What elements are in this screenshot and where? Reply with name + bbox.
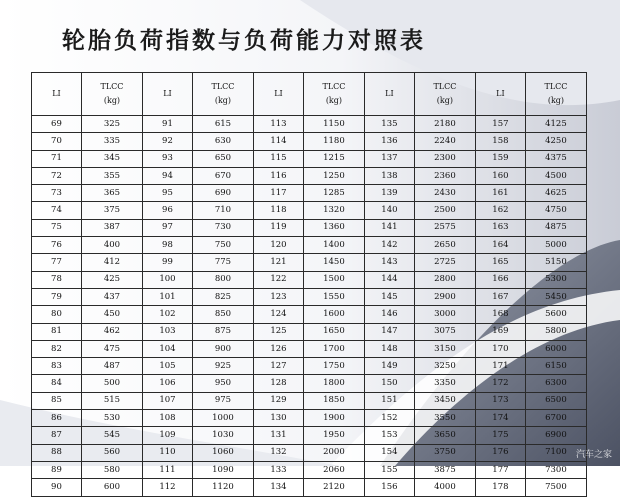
load-capacity-cell: 1950: [303, 427, 364, 444]
load-index-cell: 106: [142, 375, 192, 392]
load-index-cell: 72: [32, 167, 82, 184]
load-capacity-cell: 950: [192, 375, 253, 392]
load-index-cell: 120: [253, 237, 303, 254]
load-capacity-cell: 630: [192, 133, 253, 150]
load-capacity-cell: 1250: [303, 167, 364, 184]
load-index-cell: 107: [142, 392, 192, 409]
load-index-cell: 77: [32, 254, 82, 271]
load-capacity-cell: 690: [192, 185, 253, 202]
header-tlcc: TLCC (kg): [81, 73, 142, 116]
load-index-cell: 101: [142, 288, 192, 305]
load-index-cell: 137: [364, 150, 414, 167]
load-capacity-cell: 925: [192, 358, 253, 375]
load-capacity-cell: 462: [81, 323, 142, 340]
load-index-cell: 87: [32, 427, 82, 444]
load-index-cell: 157: [475, 116, 525, 133]
load-index-cell: 162: [475, 202, 525, 219]
load-capacity-cell: 1700: [303, 340, 364, 357]
load-capacity-cell: 3350: [414, 375, 475, 392]
load-index-cell: 140: [364, 202, 414, 219]
load-capacity-cell: 3075: [414, 323, 475, 340]
load-capacity-cell: 3875: [414, 461, 475, 478]
table-row: [32, 340, 587, 357]
load-index-cell: 167: [475, 288, 525, 305]
load-index-cell: 159: [475, 150, 525, 167]
load-capacity-cell: 560: [81, 444, 142, 461]
load-index-cell: 160: [475, 167, 525, 184]
table-row: [32, 306, 587, 323]
load-index-cell: 100: [142, 271, 192, 288]
load-capacity-cell: 1850: [303, 392, 364, 409]
table-row: [32, 116, 587, 133]
load-index-cell: 110: [142, 444, 192, 461]
header-li: LI: [32, 73, 82, 116]
load-capacity-cell: 425: [81, 271, 142, 288]
header-tlcc: TLCC (kg): [525, 73, 586, 116]
load-capacity-cell: 4875: [525, 219, 586, 236]
load-index-cell: 147: [364, 323, 414, 340]
load-capacity-cell: 825: [192, 288, 253, 305]
load-capacity-cell: 2300: [414, 150, 475, 167]
load-index-cell: 73: [32, 185, 82, 202]
load-capacity-cell: 450: [81, 306, 142, 323]
table-row: [32, 271, 587, 288]
load-index-cell: 152: [364, 410, 414, 427]
load-index-cell: 69: [32, 116, 82, 133]
load-index-cell: 125: [253, 323, 303, 340]
load-index-cell: 150: [364, 375, 414, 392]
load-index-cell: 102: [142, 306, 192, 323]
load-index-cell: 114: [253, 133, 303, 150]
load-index-table: [31, 72, 587, 497]
load-capacity-cell: 355: [81, 167, 142, 184]
header-tlcc: TLCC (kg): [303, 73, 364, 116]
load-capacity-cell: 1030: [192, 427, 253, 444]
load-capacity-cell: 515: [81, 392, 142, 409]
page-title: 轮胎负荷指数与负荷能力对照表: [62, 28, 426, 54]
load-index-cell: 124: [253, 306, 303, 323]
load-index-cell: 109: [142, 427, 192, 444]
load-index-cell: 143: [364, 254, 414, 271]
load-capacity-cell: 412: [81, 254, 142, 271]
load-index-cell: 78: [32, 271, 82, 288]
load-capacity-cell: 5300: [525, 271, 586, 288]
load-index-cell: 128: [253, 375, 303, 392]
load-capacity-cell: 1360: [303, 219, 364, 236]
table-row: [32, 237, 587, 254]
load-index-cell: 117: [253, 185, 303, 202]
load-index-cell: 103: [142, 323, 192, 340]
load-capacity-cell: 1285: [303, 185, 364, 202]
load-index-cell: 113: [253, 116, 303, 133]
load-index-cell: 83: [32, 358, 82, 375]
load-capacity-cell: 2575: [414, 219, 475, 236]
load-index-cell: 118: [253, 202, 303, 219]
load-index-cell: 80: [32, 306, 82, 323]
load-index-cell: 151: [364, 392, 414, 409]
load-capacity-cell: 875: [192, 323, 253, 340]
load-capacity-cell: 975: [192, 392, 253, 409]
load-capacity-cell: 775: [192, 254, 253, 271]
load-index-cell: 84: [32, 375, 82, 392]
load-index-cell: 129: [253, 392, 303, 409]
load-capacity-cell: 6150: [525, 358, 586, 375]
load-capacity-cell: 4000: [414, 479, 475, 496]
header-li: LI: [364, 73, 414, 116]
load-capacity-cell: 2180: [414, 116, 475, 133]
load-index-cell: 142: [364, 237, 414, 254]
load-index-cell: 149: [364, 358, 414, 375]
load-index-cell: 175: [475, 427, 525, 444]
table-row: [32, 427, 587, 444]
load-capacity-cell: 900: [192, 340, 253, 357]
load-capacity-cell: 1180: [303, 133, 364, 150]
load-index-cell: 122: [253, 271, 303, 288]
load-capacity-cell: 2240: [414, 133, 475, 150]
load-index-cell: 139: [364, 185, 414, 202]
load-index-cell: 89: [32, 461, 82, 478]
load-index-cell: 172: [475, 375, 525, 392]
load-capacity-cell: 1120: [192, 479, 253, 496]
load-index-cell: 86: [32, 410, 82, 427]
load-index-cell: 178: [475, 479, 525, 496]
load-index-cell: 121: [253, 254, 303, 271]
load-capacity-cell: 670: [192, 167, 253, 184]
load-capacity-cell: 1800: [303, 375, 364, 392]
load-index-cell: 93: [142, 150, 192, 167]
load-capacity-cell: 6300: [525, 375, 586, 392]
load-capacity-cell: 437: [81, 288, 142, 305]
load-index-cell: 81: [32, 323, 82, 340]
load-capacity-cell: 3000: [414, 306, 475, 323]
load-capacity-cell: 475: [81, 340, 142, 357]
load-capacity-cell: 4125: [525, 116, 586, 133]
load-capacity-cell: 3750: [414, 444, 475, 461]
load-capacity-cell: 2900: [414, 288, 475, 305]
table-header-row: [32, 73, 587, 116]
load-capacity-cell: 730: [192, 219, 253, 236]
load-index-cell: 148: [364, 340, 414, 357]
load-index-cell: 138: [364, 167, 414, 184]
load-index-cell: 71: [32, 150, 82, 167]
load-capacity-cell: 387: [81, 219, 142, 236]
load-index-cell: 171: [475, 358, 525, 375]
load-capacity-cell: 710: [192, 202, 253, 219]
load-index-cell: 146: [364, 306, 414, 323]
load-index-cell: 115: [253, 150, 303, 167]
load-index-cell: 133: [253, 461, 303, 478]
load-capacity-cell: 365: [81, 185, 142, 202]
table-row: [32, 202, 587, 219]
load-index-cell: 96: [142, 202, 192, 219]
load-capacity-cell: 2430: [414, 185, 475, 202]
load-index-cell: 111: [142, 461, 192, 478]
load-index-cell: 98: [142, 237, 192, 254]
header-li: LI: [142, 73, 192, 116]
load-index-cell: 174: [475, 410, 525, 427]
load-capacity-cell: 325: [81, 116, 142, 133]
load-capacity-cell: 2725: [414, 254, 475, 271]
table-row: [32, 410, 587, 427]
load-index-cell: 79: [32, 288, 82, 305]
load-capacity-cell: 487: [81, 358, 142, 375]
table-row: [32, 358, 587, 375]
watermark: 汽车之家: [575, 450, 612, 460]
header-li: LI: [253, 73, 303, 116]
load-index-cell: 104: [142, 340, 192, 357]
load-capacity-cell: 1550: [303, 288, 364, 305]
load-index-cell: 131: [253, 427, 303, 444]
load-index-cell: 126: [253, 340, 303, 357]
load-capacity-cell: 1215: [303, 150, 364, 167]
load-index-cell: 136: [364, 133, 414, 150]
load-capacity-cell: 600: [81, 479, 142, 496]
load-index-cell: 74: [32, 202, 82, 219]
load-capacity-cell: 500: [81, 375, 142, 392]
load-index-cell: 91: [142, 116, 192, 133]
table-row: [32, 392, 587, 409]
load-capacity-cell: 5450: [525, 288, 586, 305]
load-capacity-cell: 530: [81, 410, 142, 427]
load-index-cell: 82: [32, 340, 82, 357]
load-index-cell: 155: [364, 461, 414, 478]
load-index-cell: 144: [364, 271, 414, 288]
table-row: [32, 167, 587, 184]
load-capacity-cell: 3450: [414, 392, 475, 409]
load-index-cell: 90: [32, 479, 82, 496]
load-capacity-cell: 400: [81, 237, 142, 254]
load-capacity-cell: 6900: [525, 427, 586, 444]
load-capacity-cell: 335: [81, 133, 142, 150]
table-row: [32, 479, 587, 496]
load-index-cell: 112: [142, 479, 192, 496]
load-index-cell: 153: [364, 427, 414, 444]
load-capacity-cell: 6000: [525, 340, 586, 357]
load-capacity-cell: 2650: [414, 237, 475, 254]
load-index-cell: 95: [142, 185, 192, 202]
load-index-cell: 76: [32, 237, 82, 254]
load-capacity-cell: 5800: [525, 323, 586, 340]
load-capacity-cell: 2800: [414, 271, 475, 288]
table-row: [32, 323, 587, 340]
load-capacity-cell: 4250: [525, 133, 586, 150]
load-capacity-cell: 4625: [525, 185, 586, 202]
load-index-cell: 141: [364, 219, 414, 236]
load-capacity-cell: 1450: [303, 254, 364, 271]
load-capacity-cell: 2500: [414, 202, 475, 219]
header-tlcc: TLCC (kg): [192, 73, 253, 116]
load-capacity-cell: 1650: [303, 323, 364, 340]
load-capacity-cell: 1150: [303, 116, 364, 133]
load-index-cell: 88: [32, 444, 82, 461]
load-index-cell: 176: [475, 444, 525, 461]
table-row: [32, 133, 587, 150]
load-capacity-cell: 1320: [303, 202, 364, 219]
load-capacity-cell: 7300: [525, 461, 586, 478]
load-capacity-cell: 1060: [192, 444, 253, 461]
load-index-cell: 165: [475, 254, 525, 271]
load-index-cell: 135: [364, 116, 414, 133]
load-index-cell: 145: [364, 288, 414, 305]
load-capacity-cell: 5600: [525, 306, 586, 323]
load-capacity-cell: 3250: [414, 358, 475, 375]
load-index-cell: 108: [142, 410, 192, 427]
load-capacity-cell: 2060: [303, 461, 364, 478]
table-row: [32, 375, 587, 392]
load-capacity-cell: 4750: [525, 202, 586, 219]
load-index-cell: 94: [142, 167, 192, 184]
load-index-cell: 119: [253, 219, 303, 236]
load-index-cell: 132: [253, 444, 303, 461]
load-capacity-cell: 650: [192, 150, 253, 167]
load-capacity-cell: 545: [81, 427, 142, 444]
load-index-cell: 70: [32, 133, 82, 150]
load-index-cell: 123: [253, 288, 303, 305]
load-index-cell: 177: [475, 461, 525, 478]
load-capacity-cell: 1750: [303, 358, 364, 375]
load-capacity-cell: 1600: [303, 306, 364, 323]
load-index-cell: 163: [475, 219, 525, 236]
load-capacity-cell: 1900: [303, 410, 364, 427]
table-row: [32, 185, 587, 202]
load-index-cell: 105: [142, 358, 192, 375]
table-row: [32, 288, 587, 305]
header-li: LI: [475, 73, 525, 116]
load-capacity-cell: 5000: [525, 237, 586, 254]
load-capacity-cell: 375: [81, 202, 142, 219]
load-index-cell: 99: [142, 254, 192, 271]
table-body: [32, 116, 587, 497]
load-index-cell: 75: [32, 219, 82, 236]
load-capacity-cell: 6500: [525, 392, 586, 409]
load-capacity-cell: 1000: [192, 410, 253, 427]
load-index-cell: 169: [475, 323, 525, 340]
load-index-cell: 170: [475, 340, 525, 357]
load-capacity-cell: 1400: [303, 237, 364, 254]
load-index-cell: 156: [364, 479, 414, 496]
load-index-cell: 164: [475, 237, 525, 254]
load-index-cell: 168: [475, 306, 525, 323]
load-index-cell: 85: [32, 392, 82, 409]
load-index-cell: 134: [253, 479, 303, 496]
load-capacity-cell: 3150: [414, 340, 475, 357]
load-capacity-cell: 2360: [414, 167, 475, 184]
load-index-cell: 130: [253, 410, 303, 427]
load-capacity-cell: 345: [81, 150, 142, 167]
load-capacity-cell: 7500: [525, 479, 586, 496]
table-row: [32, 461, 587, 478]
load-index-cell: 154: [364, 444, 414, 461]
load-capacity-cell: 4500: [525, 167, 586, 184]
load-index-cell: 97: [142, 219, 192, 236]
load-capacity-cell: 5150: [525, 254, 586, 271]
load-index-cell: 161: [475, 185, 525, 202]
load-index-cell: 166: [475, 271, 525, 288]
load-capacity-cell: 580: [81, 461, 142, 478]
load-capacity-cell: 3550: [414, 410, 475, 427]
load-capacity-cell: 1090: [192, 461, 253, 478]
load-capacity-cell: 6700: [525, 410, 586, 427]
table-row: [32, 254, 587, 271]
load-index-cell: 127: [253, 358, 303, 375]
load-capacity-cell: 3650: [414, 427, 475, 444]
load-capacity-cell: 1500: [303, 271, 364, 288]
load-capacity-cell: 2000: [303, 444, 364, 461]
table-row: [32, 150, 587, 167]
load-capacity-cell: 750: [192, 237, 253, 254]
load-index-cell: 116: [253, 167, 303, 184]
load-capacity-cell: 850: [192, 306, 253, 323]
table-row: [32, 444, 587, 461]
load-index-cell: 158: [475, 133, 525, 150]
load-capacity-cell: 615: [192, 116, 253, 133]
load-index-cell: 92: [142, 133, 192, 150]
table-row: [32, 219, 587, 236]
load-capacity-cell: 800: [192, 271, 253, 288]
load-capacity-cell: 4375: [525, 150, 586, 167]
load-index-cell: 173: [475, 392, 525, 409]
load-capacity-cell: 2120: [303, 479, 364, 496]
header-tlcc: TLCC (kg): [414, 73, 475, 116]
load-capacity-cell: 7100: [525, 444, 586, 461]
